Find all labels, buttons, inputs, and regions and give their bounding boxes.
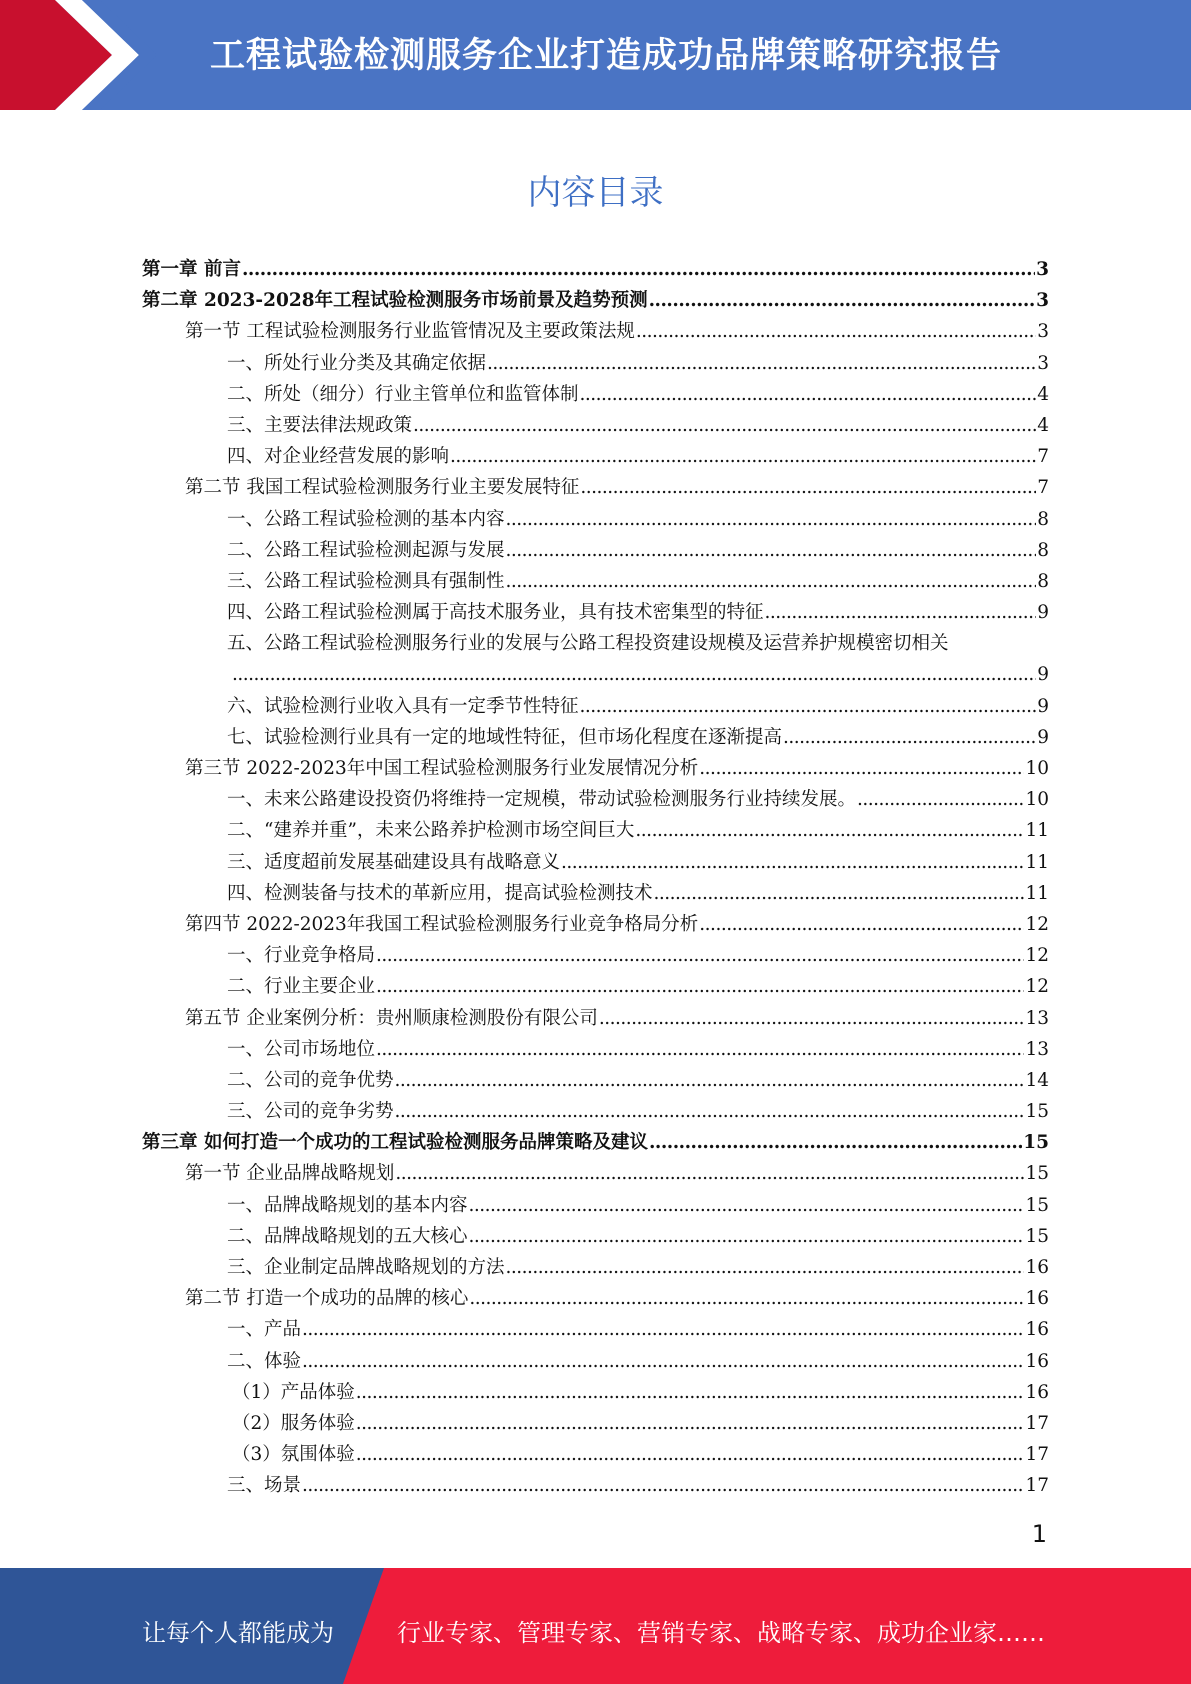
toc-entry[interactable] (142, 1190, 1049, 1221)
toc-entry[interactable] (142, 628, 1049, 690)
toc-entry-title: 二、体验 (227, 1350, 302, 1372)
footer-band (0, 1568, 1191, 1684)
toc-entry[interactable] (142, 597, 1049, 628)
toc-entry-page: 11 (1025, 851, 1049, 873)
toc-dot-leader (580, 691, 1037, 722)
toc-dot-leader (580, 379, 1037, 410)
toc-entry[interactable] (142, 566, 1049, 597)
toc-entry[interactable] (142, 254, 1049, 285)
toc-entry[interactable] (142, 1065, 1049, 1096)
toc-entry-title: 一、所处行业分类及其确定依据 (227, 352, 487, 374)
toc-entry-title: 第二节 打造一个成功的品牌的核心 (185, 1288, 469, 1310)
toc-entry-title: 三、企业制定品牌战略规划的方法 (227, 1257, 505, 1279)
toc-entry-title: 一、公司市场地位 (227, 1038, 376, 1060)
toc-dot-leader (302, 1314, 1024, 1345)
toc-entry-page: 15 (1023, 1132, 1049, 1154)
toc-dot-leader (376, 971, 1024, 1002)
toc-entry-title: 七、试验检测行业具有一定的地域性特征，但市场化程度在逐渐提高 (227, 726, 783, 748)
toc-entry-title: 二、品牌战略规划的五大核心 (227, 1225, 468, 1247)
toc-entry-title: 第四节 2022-2023年我国工程试验检测服务行业竞争格局分析 (185, 913, 699, 935)
toc-dot-leader (857, 784, 1024, 815)
toc-dot-leader (649, 285, 1036, 316)
toc-entry-title: 五、公路工程试验检测服务行业的发展与公路工程投资建设规模及运营养护规模密切相关 (227, 633, 949, 655)
toc-dot-leader (635, 815, 1024, 846)
toc-entry[interactable] (142, 815, 1049, 846)
toc-entry[interactable] (142, 753, 1049, 784)
toc-dot-leader (599, 1003, 1025, 1034)
page-number: 1 (1031, 1520, 1047, 1548)
toc-dot-leader (302, 1470, 1024, 1501)
toc-dot-leader (242, 254, 1035, 285)
toc-entry[interactable] (142, 1470, 1049, 1501)
toc-entry[interactable] (142, 1003, 1049, 1034)
toc-entry-page: 3 (1036, 259, 1049, 280)
toc-entry-title: 三、公路工程试验检测具有强制性 (227, 570, 505, 592)
toc-entry-title: 四、对企业经营发展的影响 (227, 446, 450, 468)
toc-entry-title: 一、未来公路建设投资仍将维持一定规模，带动试验检测服务行业持续发展。 (227, 789, 857, 811)
toc-entry-page: 4 (1037, 414, 1049, 436)
toc-entry-page: 8 (1037, 539, 1049, 561)
toc-entry-title: 一、产品 (227, 1319, 302, 1341)
toc-entry-page: 15 (1025, 1225, 1049, 1247)
toc-dot-leader (376, 1034, 1024, 1065)
toc-entry[interactable] (142, 1314, 1049, 1345)
toc-entry-title: 四、检测装备与技术的革新应用，提高试验检测技术 (227, 882, 653, 904)
toc-heading: 内容目录 (527, 173, 664, 213)
toc-dot-leader (506, 566, 1037, 597)
toc-entry[interactable] (142, 847, 1049, 878)
toc-entry[interactable] (142, 722, 1049, 753)
toc-entry-page: 16 (1025, 1381, 1049, 1403)
toc-dot-leader (699, 909, 1024, 940)
toc-entry-title: 二、公司的竞争优势 (227, 1069, 394, 1091)
toc-entry-page: 14 (1025, 1069, 1049, 1091)
toc-entry[interactable] (142, 1158, 1049, 1189)
toc-entry[interactable] (142, 1096, 1049, 1127)
toc-entry-page: 10 (1025, 758, 1049, 780)
toc-entry[interactable] (142, 691, 1049, 722)
toc-entry-title: 三、公司的竞争劣势 (227, 1101, 394, 1123)
toc-entry-title: 第二章 2023-2028年工程试验检测服务市场前景及趋势预测 (142, 290, 648, 312)
toc-entry-page: 17 (1025, 1412, 1049, 1434)
toc-entry-page: 10 (1025, 789, 1049, 811)
toc-dot-leader (395, 1096, 1025, 1127)
red-chevron-icon (0, 0, 160, 110)
toc-entry-page: 17 (1025, 1475, 1049, 1497)
toc-dot-leader (580, 472, 1036, 503)
footer-slogan-right: 行业专家、管理专家、营销专家、战略专家、成功企业家…… (397, 1619, 1045, 1647)
toc-entry[interactable] (142, 1252, 1049, 1283)
toc-entry[interactable] (142, 379, 1049, 410)
toc-entry[interactable] (142, 784, 1049, 815)
toc-dot-leader (506, 504, 1037, 535)
toc-entry-page: 15 (1025, 1163, 1049, 1185)
toc-entry[interactable] (142, 1408, 1049, 1439)
toc-dot-leader (649, 1127, 1022, 1158)
toc-dot-leader (469, 1283, 1024, 1314)
toc-entry-title: 二、公路工程试验检测起源与发展 (227, 539, 505, 561)
toc-entry-title: 第二节 我国工程试验检测服务行业主要发展特征 (185, 477, 580, 499)
toc-entry-page: 13 (1025, 1007, 1049, 1029)
toc-entry-title: 一、公路工程试验检测的基本内容 (227, 508, 505, 530)
toc-entry[interactable] (142, 878, 1049, 909)
report-title: 工程试验检测服务企业打造成功品牌策略研究报告 (210, 36, 1003, 76)
toc-entry-page: 8 (1037, 570, 1049, 592)
toc-entry[interactable] (142, 1283, 1049, 1314)
toc-entry-page: 13 (1025, 1038, 1049, 1060)
toc-entry-title: 六、试验检测行业收入具有一定季节性特征 (227, 695, 579, 717)
toc-dot-leader (356, 1408, 1025, 1439)
toc-entry[interactable] (142, 1127, 1049, 1158)
toc-entry-title: 二、“建养并重”，未来公路养护检测市场空间巨大 (227, 820, 635, 842)
toc-entry[interactable] (142, 1439, 1049, 1470)
toc-dot-leader (783, 722, 1036, 753)
toc-dot-leader (469, 1221, 1025, 1252)
toc-dot-leader (302, 1346, 1024, 1377)
toc-dot-leader (450, 441, 1036, 472)
toc-entry[interactable] (142, 504, 1049, 535)
toc-dot-leader (765, 597, 1037, 628)
toc-entry-title: （1）产品体验 (232, 1381, 355, 1403)
toc-entry-title: 四、公路工程试验检测属于高技术服务业，具有技术密集型的特征 (227, 602, 764, 624)
toc-dot-leader (487, 348, 1036, 379)
toc-entry-page: 11 (1025, 882, 1049, 904)
toc-dot-leader (699, 753, 1024, 784)
toc-entry[interactable] (142, 472, 1049, 503)
toc-dot-leader (636, 316, 1036, 347)
toc-entry[interactable] (142, 535, 1049, 566)
toc-entry[interactable] (142, 285, 1049, 316)
toc-entry-page: 15 (1025, 1194, 1049, 1216)
toc-entry-title: 第一章 前言 (142, 259, 241, 280)
toc-entry-page: 9 (1037, 726, 1049, 748)
toc-entry-title: 一、品牌战略规划的基本内容 (227, 1194, 468, 1216)
toc-entry-page: 16 (1025, 1319, 1049, 1341)
toc-entry-title: 第一节 工程试验检测服务行业监管情况及主要政策法规 (185, 321, 635, 343)
toc-dot-leader (232, 659, 1036, 690)
toc-dot-leader (376, 940, 1024, 971)
toc-entry-title: 二、行业主要企业 (227, 976, 376, 998)
toc-entry-title: 二、所处（细分）行业主管单位和监管体制 (227, 383, 579, 405)
toc-dot-leader (395, 1158, 1024, 1189)
toc-entry[interactable] (142, 410, 1049, 441)
toc-entry[interactable] (142, 1346, 1049, 1377)
toc-entry-title: 三、适度超前发展基础建设具有战略意义 (227, 851, 561, 873)
toc-entry[interactable] (142, 971, 1049, 1002)
toc-dot-leader (506, 535, 1037, 566)
toc-dot-leader (413, 410, 1036, 441)
toc-entry-page: 3 (1036, 290, 1049, 312)
toc-entry-page: 9 (1037, 664, 1049, 686)
toc-entry-title: 三、场景 (227, 1475, 302, 1497)
toc-entry-title: （3）氛围体验 (232, 1444, 355, 1466)
toc-entry-page: 3 (1037, 321, 1049, 343)
toc-dot-leader (469, 1190, 1025, 1221)
footer-slogan-left: 让每个人都能成为 (142, 1619, 334, 1647)
toc-entry-page: 4 (1037, 383, 1049, 405)
toc-entry-page: 7 (1037, 446, 1049, 468)
toc-entry-page: 7 (1037, 477, 1049, 499)
toc-entry[interactable] (142, 1034, 1049, 1065)
toc-entry[interactable] (142, 348, 1049, 379)
toc-entry-page: 16 (1025, 1350, 1049, 1372)
toc-entry-page: 12 (1025, 945, 1049, 967)
toc-entry[interactable] (142, 441, 1049, 472)
toc-dot-leader (395, 1065, 1025, 1096)
toc-entry-page: 11 (1025, 820, 1049, 842)
table-of-contents (142, 254, 1049, 1502)
toc-entry-page: 17 (1025, 1444, 1049, 1466)
toc-entry-page: 16 (1025, 1257, 1049, 1279)
toc-entry-page: 9 (1037, 695, 1049, 717)
toc-entry-title: 第一节 企业品牌战略规划 (185, 1163, 395, 1185)
toc-entry[interactable] (142, 1221, 1049, 1252)
toc-entry-title: 一、行业竞争格局 (227, 945, 376, 967)
toc-entry[interactable] (142, 316, 1049, 347)
toc-entry-page: 15 (1025, 1101, 1049, 1123)
toc-entry-title: 第三节 2022-2023年中国工程试验检测服务行业发展情况分析 (185, 758, 699, 780)
toc-dot-leader (506, 1252, 1025, 1283)
toc-entry-title: 第三章 如何打造一个成功的工程试验检测服务品牌策略及建议 (142, 1132, 648, 1154)
toc-entry-page: 12 (1025, 976, 1049, 998)
toc-entry-page: 16 (1025, 1288, 1049, 1310)
toc-entry-page: 3 (1037, 352, 1049, 374)
toc-entry-page: 9 (1037, 602, 1049, 624)
toc-entry-title: （2）服务体验 (232, 1412, 355, 1434)
report-header-band (0, 0, 1191, 110)
toc-entry[interactable] (142, 1377, 1049, 1408)
toc-entry[interactable] (142, 909, 1049, 940)
toc-dot-leader (654, 878, 1025, 909)
toc-dot-leader (561, 847, 1024, 878)
toc-entry-page: 8 (1037, 508, 1049, 530)
toc-dot-leader (356, 1439, 1025, 1470)
toc-entry[interactable] (142, 940, 1049, 971)
toc-entry-title: 三、主要法律法规政策 (227, 414, 413, 436)
toc-entry-title: 第五节 企业案例分析：贵州顺康检测股份有限公司 (185, 1007, 598, 1029)
toc-dot-leader (356, 1377, 1025, 1408)
toc-entry-page: 12 (1025, 913, 1049, 935)
